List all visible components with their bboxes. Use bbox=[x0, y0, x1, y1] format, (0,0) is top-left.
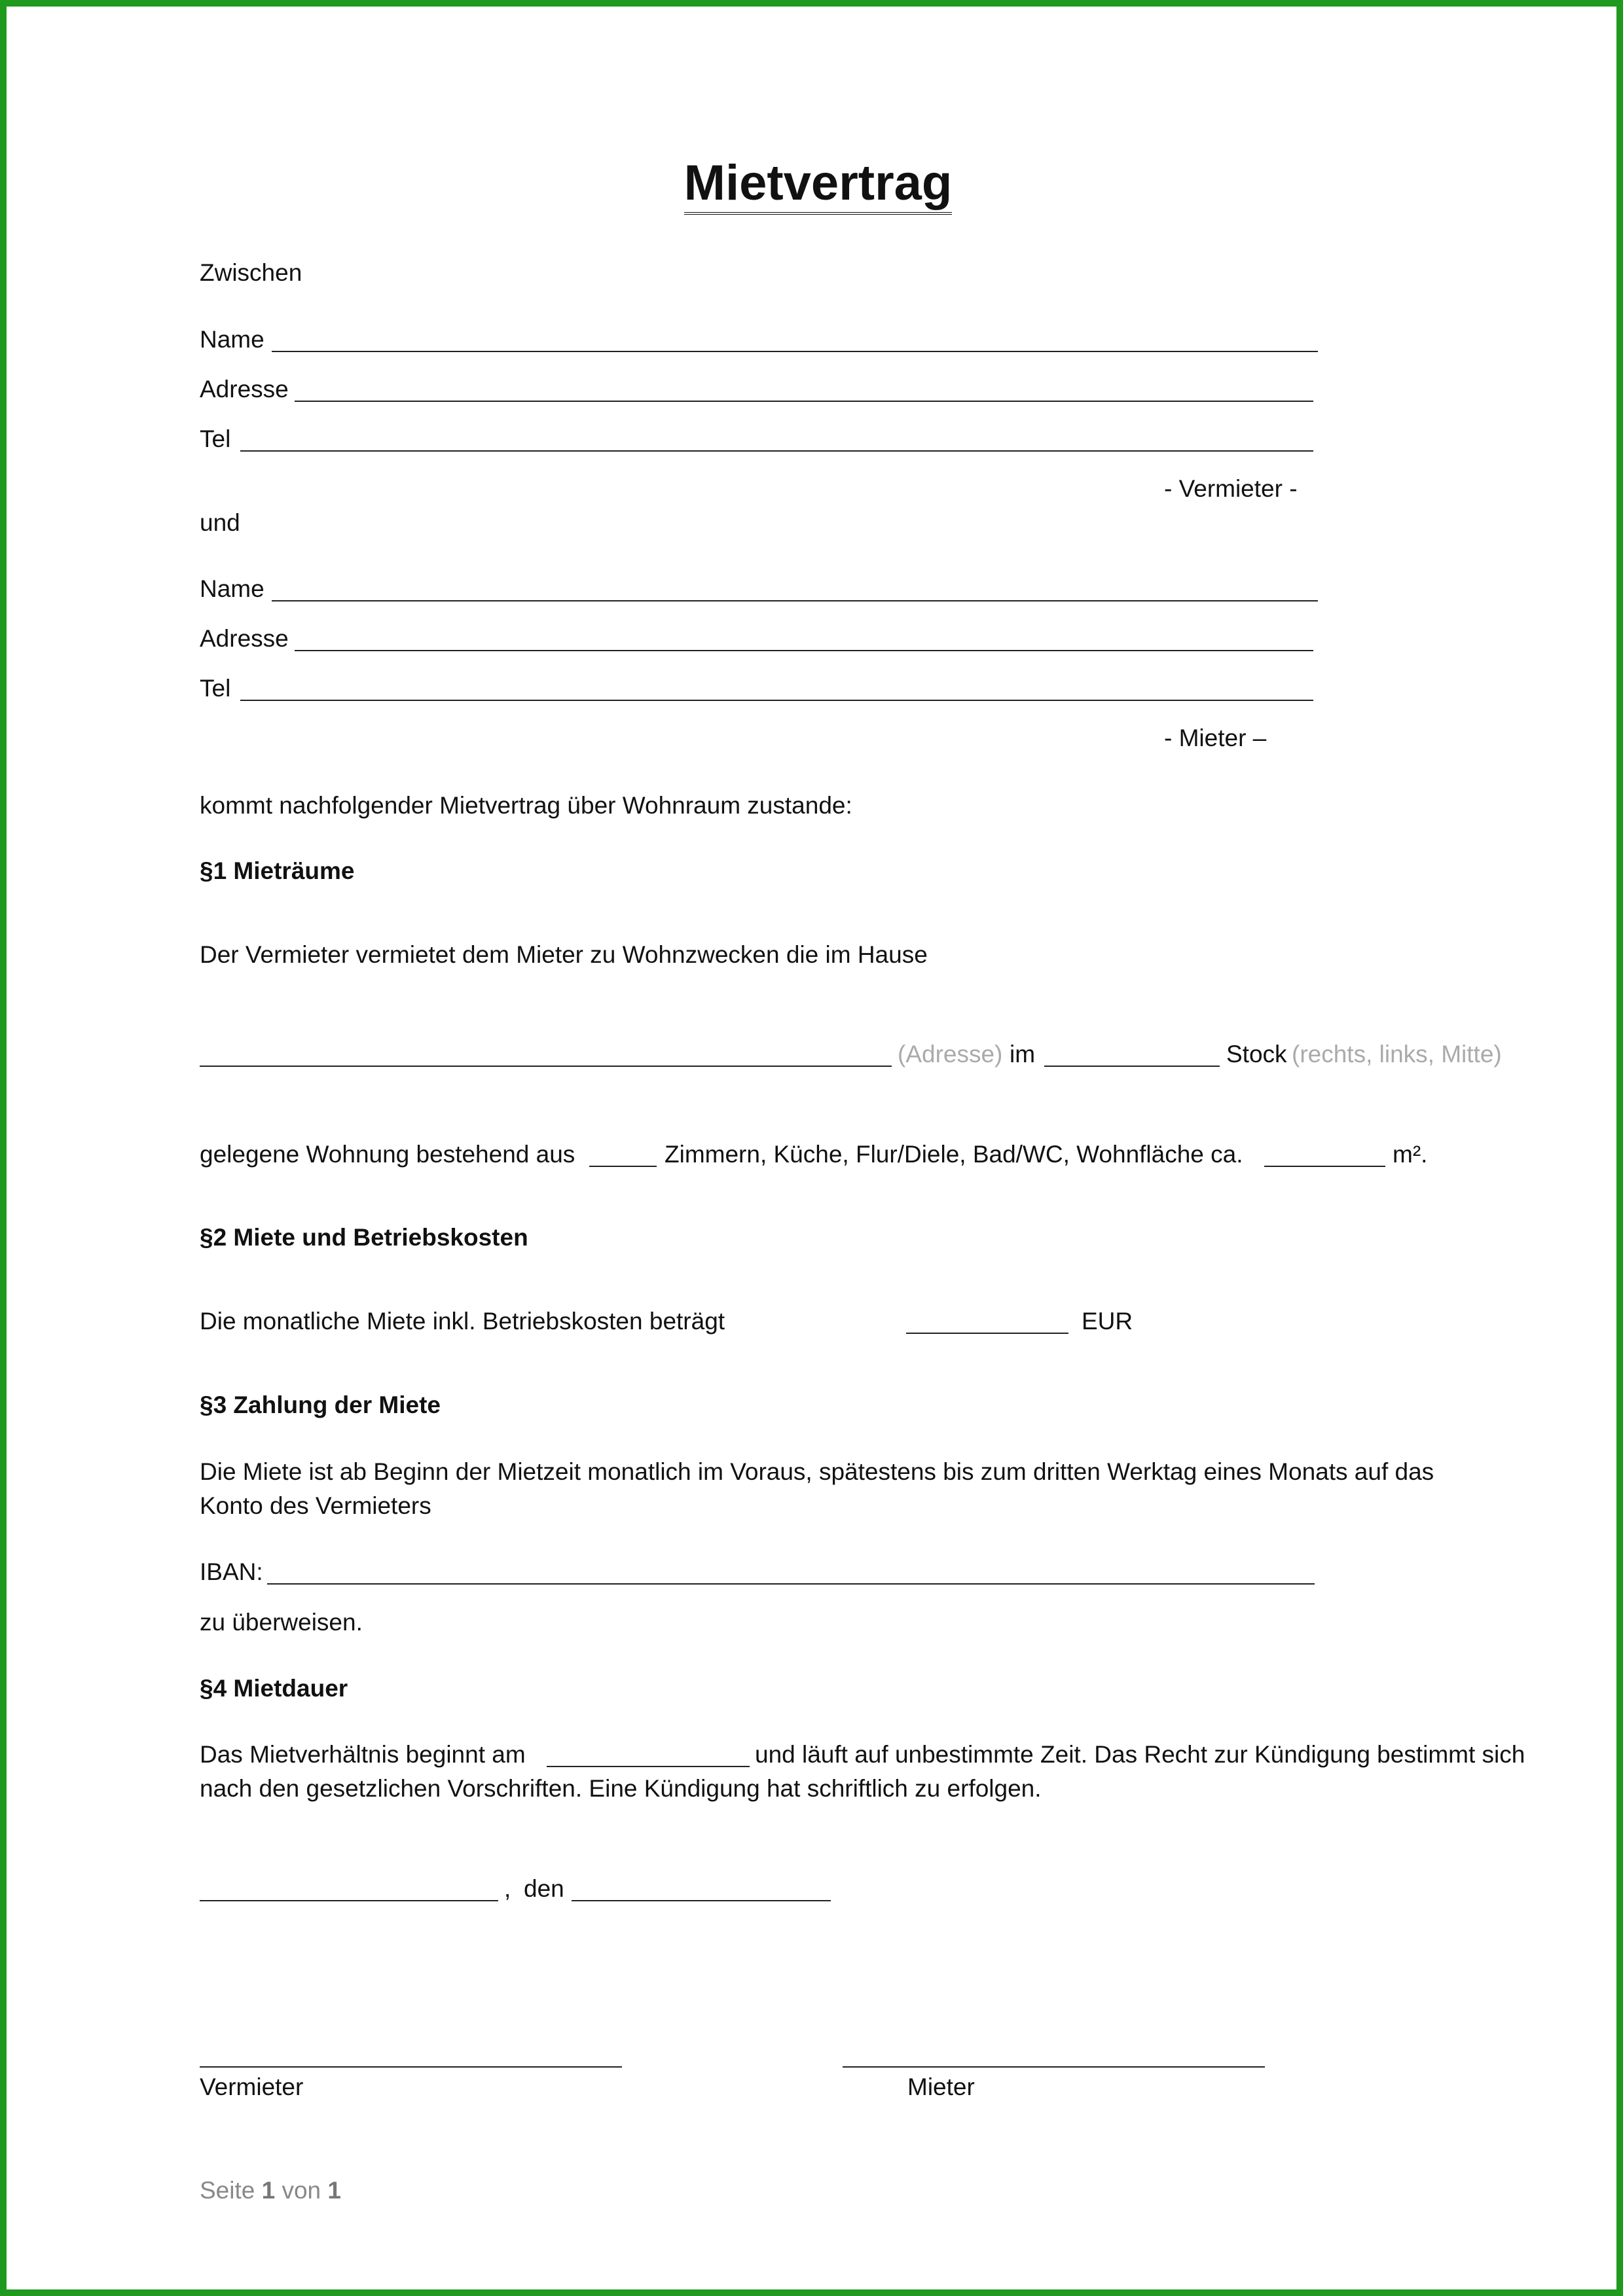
section-4-heading: §4 Mietdauer bbox=[200, 1675, 348, 1702]
stock-line[interactable] bbox=[1044, 1066, 1220, 1067]
vermieter-name-label: Name bbox=[200, 326, 264, 353]
vermieter-adresse-line[interactable] bbox=[295, 401, 1313, 402]
address-hint: (Adresse) bbox=[898, 1041, 1003, 1067]
document-title: Mietvertrag bbox=[7, 158, 1623, 208]
stock-hint: (rechts, links, Mitte) bbox=[1292, 1041, 1502, 1067]
stock-text: Stock bbox=[1226, 1041, 1287, 1067]
iban-line[interactable] bbox=[267, 1583, 1315, 1585]
mieter-tel-line[interactable] bbox=[240, 700, 1313, 701]
section-3-line-2: Konto des Vermieters bbox=[200, 1492, 431, 1519]
section-4-line-1a: Das Mietverhältnis beginnt am bbox=[200, 1741, 526, 1768]
zimmer-count-line[interactable] bbox=[589, 1166, 657, 1167]
mieter-name-label: Name bbox=[200, 575, 264, 602]
section-3-closing: zu überweisen. bbox=[200, 1609, 363, 1636]
vermieter-tel-line[interactable] bbox=[240, 450, 1313, 452]
section-3-heading: §3 Zahlung der Miete bbox=[200, 1391, 441, 1418]
footer-von: von bbox=[282, 2177, 321, 2204]
unit-text: m². bbox=[1393, 1141, 1428, 1168]
section-4-line-2: nach den gesetzlichen Vorschriften. Eine Kündigung hat schriftlich zu erfolgen. bbox=[200, 1775, 1042, 1802]
mieter-adresse-label: Adresse bbox=[200, 625, 289, 652]
start-date-line[interactable] bbox=[547, 1766, 750, 1767]
address-line[interactable] bbox=[200, 1066, 892, 1067]
vermieter-signature-line[interactable] bbox=[200, 2066, 622, 2068]
miete-amount-line[interactable] bbox=[906, 1333, 1068, 1334]
section-1-heading: §1 Mieträume bbox=[200, 857, 355, 884]
und-text: und bbox=[200, 509, 240, 536]
date-line[interactable] bbox=[572, 1900, 831, 1901]
iban-label: IBAN: bbox=[200, 1558, 263, 1585]
footer-total-pages: 1 bbox=[327, 2177, 341, 2204]
vermieter-tel-label: Tel bbox=[200, 425, 231, 452]
section-2-text: Die monatliche Miete inkl. Betriebskosten beträgt bbox=[200, 1308, 725, 1335]
contract-intro-text: kommt nachfolgender Mietvertrag über Wohnraum zustande: bbox=[200, 792, 852, 819]
apartment-text: gelegene Wohnung bestehend aus bbox=[200, 1141, 575, 1168]
vermieter-signature-label: Vermieter bbox=[200, 2073, 304, 2100]
mieter-name-line[interactable] bbox=[272, 600, 1318, 601]
apartment-text-rooms: Zimmern, Küche, Flur/Diele, Bad/WC, Wohnfläche ca. bbox=[665, 1141, 1243, 1168]
mieter-role-label: - Mieter – bbox=[1164, 725, 1267, 751]
section-3-line-1: Die Miete ist ab Beginn der Mietzeit monatlich im Voraus, spätestens bis zum dritten Werktag eines Monats auf das bbox=[200, 1458, 1434, 1485]
section-2-heading: §2 Miete und Betriebskosten bbox=[200, 1224, 528, 1251]
vermieter-role-label: - Vermieter - bbox=[1164, 475, 1298, 502]
currency-text: EUR bbox=[1082, 1308, 1133, 1335]
im-text: im bbox=[1010, 1041, 1036, 1067]
section-1-text: Der Vermieter vermietet dem Mieter zu Wohnzwecken die im Hause bbox=[200, 941, 928, 968]
page-footer bbox=[200, 2178, 341, 2202]
mieter-adresse-line[interactable] bbox=[295, 650, 1313, 651]
mieter-tel-label: Tel bbox=[200, 675, 231, 702]
vermieter-adresse-label: Adresse bbox=[200, 376, 289, 403]
wohnflaeche-line[interactable] bbox=[1264, 1166, 1385, 1167]
place-line[interactable] bbox=[200, 1900, 498, 1901]
den-text: den bbox=[524, 1875, 564, 1902]
vermieter-name-line[interactable] bbox=[272, 351, 1318, 352]
comma-text: , bbox=[504, 1875, 511, 1902]
footer-seite: Seite bbox=[200, 2177, 255, 2204]
mieter-signature-label: Mieter bbox=[907, 2073, 975, 2100]
section-4-line-1b: und läuft auf unbestimmte Zeit. Das Recht zur Kündigung bestimmt sich bbox=[755, 1741, 1525, 1768]
intro-text: Zwischen bbox=[200, 259, 302, 286]
mieter-signature-line[interactable] bbox=[843, 2066, 1265, 2068]
footer-current-page: 1 bbox=[261, 2177, 276, 2204]
